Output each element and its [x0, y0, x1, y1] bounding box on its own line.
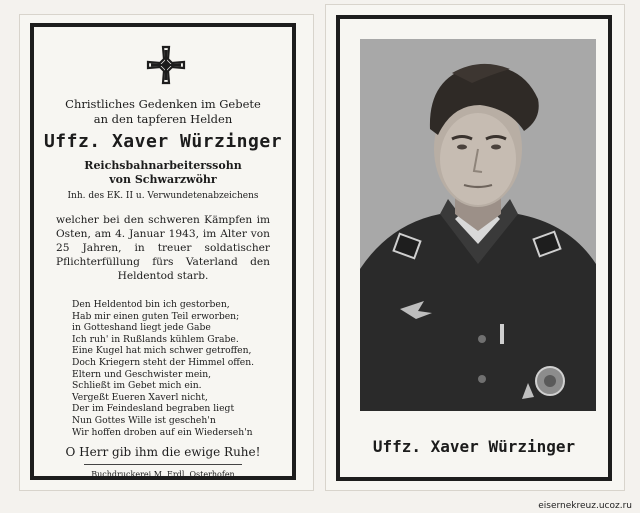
poem-line: Eltern und Geschwister mein,: [72, 368, 212, 380]
memorial-poem: [72, 299, 272, 438]
poem-line: Der im Feindesland begraben liegt: [72, 403, 235, 415]
closing-prayer: O Herr gib ihm die ewige Ruhe!: [65, 445, 261, 459]
black-border-frame: [336, 15, 612, 481]
poem-line: Vergeßt Eueren Xaverl nicht,: [72, 391, 208, 403]
poem-line: Nun Gottes Wille ist gescheh'n: [72, 414, 216, 426]
subtitle-origin: Reichsbahnarbeiterssohn: [84, 159, 242, 172]
poem-line: Doch Kriegern steht der Himmel offen.: [72, 356, 255, 368]
iron-cross-icon: [146, 45, 186, 85]
subtitle-decorations: Inh. des EK. II u. Verwundetenabzeichens: [67, 191, 259, 201]
intro-line-1: Christliches Gedenken im Gebete: [65, 97, 261, 111]
poem-line: Wir hoffen droben auf ein Wiederseh'n: [72, 426, 253, 438]
black-border-frame: [30, 23, 296, 480]
text-card: [20, 15, 313, 490]
soldier-name: Uffz. Xaver Würzinger: [43, 131, 283, 152]
portrait-illustration: [360, 39, 596, 411]
poem-line: Ich ruh' in Rußlands kühlem Grabe.: [72, 333, 239, 345]
subtitle-hometown: von Schwarzwöhr: [109, 173, 217, 186]
poem-line: Schließt im Gebet mich ein.: [72, 380, 202, 392]
intro-line-2: an den tapferen Helden: [93, 112, 233, 126]
poem-line: in Gotteshand liegt jede Gabe: [72, 322, 211, 334]
watermark: eisernekreuz.ucoz.ru: [538, 501, 632, 511]
photo-caption-name: Uffz. Xaver Würzinger: [372, 437, 576, 456]
poem-line: Den Heldentod bin ich gestorben,: [72, 299, 230, 310]
death-paragraph: welcher bei den schweren Kämpfen im Osten, am 4. Januar 1943, im Alter von 25 Jahren, in treuer soldatischer Pflichterfüllung fürs Vaterland den Heldentod starb.: [56, 214, 270, 282]
divider-line: [84, 464, 242, 465]
soldier-portrait-photo: [360, 39, 596, 411]
intro-text: [34, 97, 292, 127]
photo-card: [326, 5, 624, 490]
printer-credit: Buchdruckerei M. Erdl, Osterhofen: [91, 470, 235, 479]
poem-line: Eine Kugel hat mich schwer getroffen,: [72, 345, 252, 357]
poem-line: Hab mir einen guten Teil erworben;: [72, 310, 240, 322]
